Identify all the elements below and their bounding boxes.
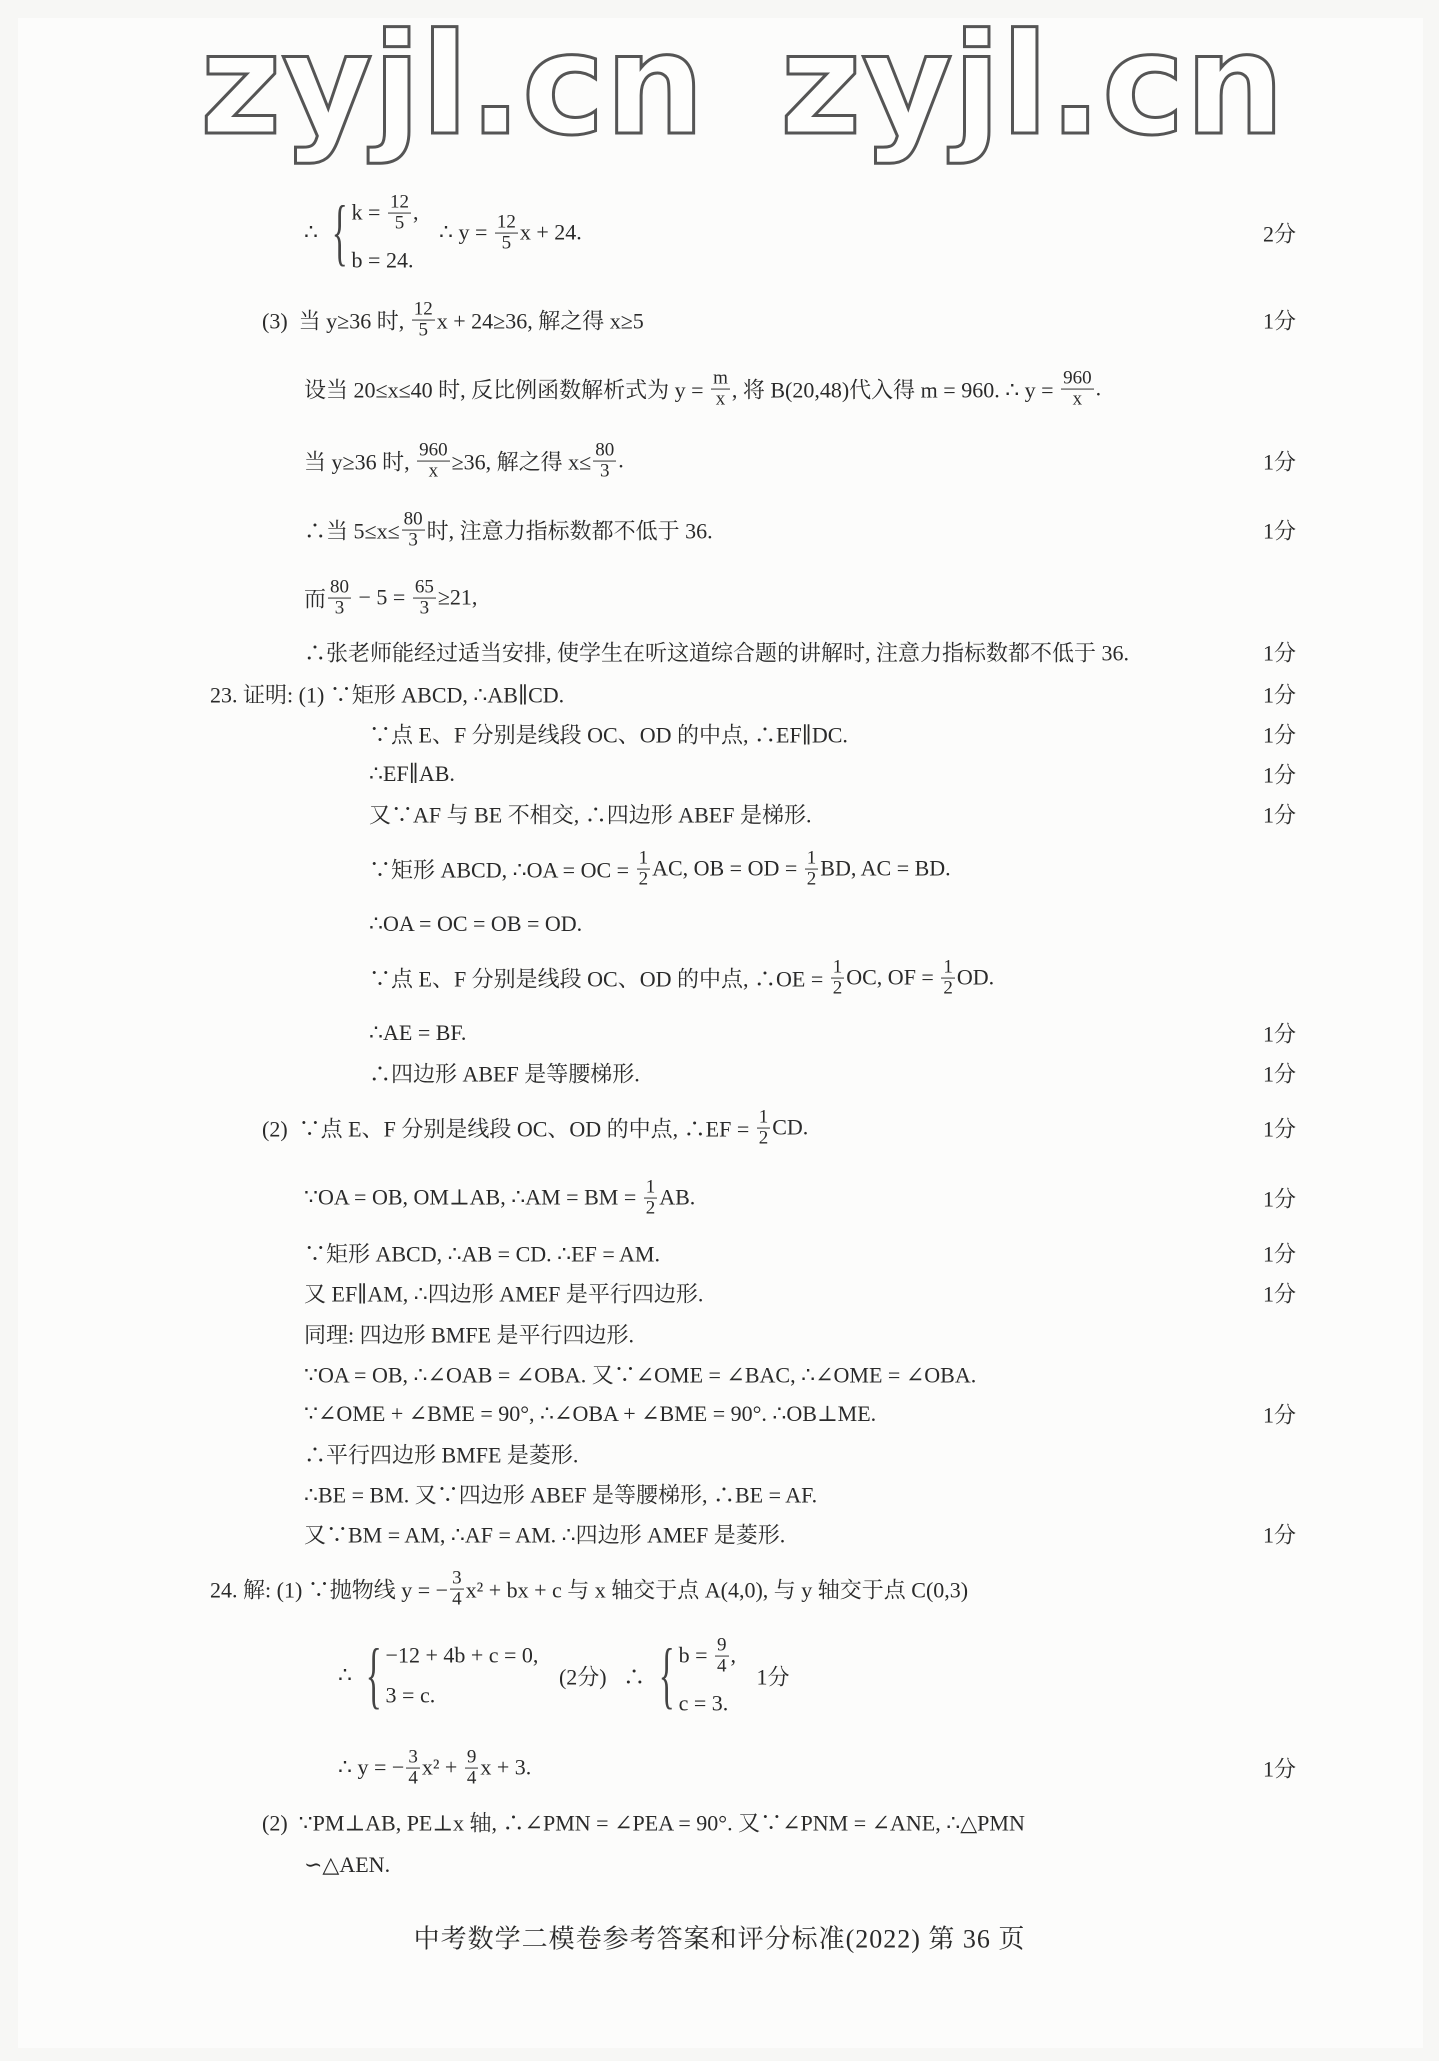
text-run: ∴张老师能经过适当安排, 使学生在听这道综合题的讲解时, 注意力指标数都不低于 36. bbox=[304, 640, 1130, 666]
text-run: 1分 bbox=[740, 1664, 790, 1690]
fraction bbox=[465, 1748, 479, 1789]
fraction-denominator: 4 bbox=[717, 1655, 727, 1677]
text-run: c = 3. bbox=[678, 1690, 729, 1716]
fraction bbox=[831, 958, 845, 999]
solution-line bbox=[304, 1401, 876, 1427]
text-run: x² + bx + c 与 x 轴交于点 A(4,0), 与 y 轴交于点 C(0,3) bbox=[465, 1577, 969, 1603]
text-run: ∽△AEN. bbox=[304, 1852, 391, 1877]
solution-line bbox=[210, 679, 564, 710]
fraction-numerator: 12 bbox=[413, 298, 433, 320]
solution-line bbox=[304, 1439, 578, 1470]
text-run: b = 24. bbox=[351, 247, 414, 273]
solution-line bbox=[369, 958, 994, 999]
solution-line bbox=[304, 193, 582, 274]
watermark-text: zyjl.cn bbox=[200, 15, 705, 167]
fraction-denominator: 2 bbox=[645, 1197, 656, 1219]
score-label: 1分 bbox=[1262, 682, 1296, 708]
solution-line bbox=[304, 369, 1101, 410]
equation-row bbox=[679, 1690, 736, 1716]
text-run: ∴平行四边形 BMFE 是菱形. bbox=[304, 1442, 579, 1468]
fraction-denominator: 2 bbox=[806, 868, 817, 890]
fraction bbox=[495, 213, 518, 254]
fraction-numerator: 960 bbox=[419, 439, 448, 461]
text-run: , 将 B(20,48)代入得 m = 960. ∴ y = bbox=[731, 377, 1060, 403]
equation-row bbox=[386, 1683, 539, 1709]
text-run: ∵矩形 ABCD, ∴OA = OC = bbox=[369, 857, 635, 883]
text-run: CD. bbox=[772, 1115, 809, 1140]
text-run: (3) 当 y≥36 时, bbox=[262, 308, 410, 334]
fraction-denominator: 2 bbox=[758, 1127, 769, 1149]
equation-system bbox=[356, 1635, 539, 1717]
text-run: x + 3. bbox=[480, 1755, 532, 1780]
fraction-numerator: 12 bbox=[496, 211, 516, 233]
fraction-denominator: x bbox=[428, 460, 439, 482]
solution-line bbox=[369, 761, 455, 787]
solution-line bbox=[338, 1748, 531, 1789]
solution-line bbox=[304, 1319, 634, 1350]
fraction bbox=[413, 578, 436, 619]
text-run: b = bbox=[678, 1643, 714, 1668]
score-label: 2分 bbox=[1262, 221, 1296, 247]
equation-row bbox=[352, 247, 419, 273]
fraction bbox=[941, 958, 955, 999]
score-label: 1分 bbox=[1262, 1186, 1296, 1212]
solution-line bbox=[304, 637, 1129, 668]
solution-line bbox=[262, 1108, 808, 1149]
page-footer: 中考数学二模卷参考答案和评分标准(2022) 第 36 页 bbox=[413, 1924, 1026, 1954]
text-run: x + 24. bbox=[519, 220, 582, 245]
score-label: 1分 bbox=[1262, 518, 1296, 544]
text-run: ∴ bbox=[304, 220, 318, 245]
fraction-denominator: 4 bbox=[466, 1767, 477, 1789]
text-run: (2分) ∴ bbox=[542, 1664, 646, 1690]
fraction-denominator: x bbox=[1072, 388, 1083, 410]
fraction-numerator: 1 bbox=[943, 956, 953, 978]
score-label: 1分 bbox=[1262, 1402, 1296, 1428]
text-run: 24. 解: (1) ∵抛物线 y = − bbox=[210, 1577, 449, 1603]
text-run: ∵∠OME + ∠BME = 90°, ∴∠OBA + ∠BME = 90°. ∴OB⊥ME. bbox=[304, 1401, 877, 1426]
fraction-denominator: 2 bbox=[638, 868, 649, 890]
text-run: ∴ y = bbox=[422, 220, 493, 245]
score-label: 1分 bbox=[1262, 802, 1296, 828]
solution-line bbox=[369, 1058, 640, 1089]
solution-line bbox=[304, 1479, 817, 1510]
fraction-denominator: 2 bbox=[943, 977, 953, 999]
brace-symbol: { bbox=[331, 192, 348, 274]
fraction-denominator: 3 bbox=[599, 460, 610, 482]
score-label: 1分 bbox=[1262, 722, 1296, 748]
text-run: ∵点 E、F 分别是线段 OC、OD 的中点, ∴EF∥DC. bbox=[369, 722, 848, 748]
equation-row bbox=[352, 193, 419, 234]
text-run: OC, OF = bbox=[846, 965, 940, 990]
text-run: . bbox=[1095, 376, 1102, 401]
solution-line bbox=[369, 911, 582, 937]
fraction-numerator: 1 bbox=[832, 956, 843, 978]
fraction bbox=[402, 510, 425, 551]
fraction-denominator: 5 bbox=[394, 212, 405, 234]
solution-line bbox=[262, 1807, 1025, 1838]
solution-line bbox=[304, 1278, 703, 1309]
text-run: (2) ∵PM⊥AB, PE⊥x 轴, ∴∠PMN = ∠PEA = 90°. 又∵∠PNM = ∠ANE, ∴△PMN bbox=[262, 1810, 1025, 1836]
score-label: 1分 bbox=[1262, 1116, 1296, 1142]
fraction-numerator: 3 bbox=[408, 1746, 418, 1768]
fraction-numerator: 1 bbox=[638, 847, 649, 869]
text-run: ∵OA = OB, ∴∠OAB = ∠OBA. 又∵∠OME = ∠BAC, ∴∠OME = ∠OBA. bbox=[304, 1362, 977, 1388]
text-run: AB. bbox=[659, 1185, 696, 1210]
fraction-numerator: 9 bbox=[717, 1634, 727, 1656]
text-run: , bbox=[730, 1643, 737, 1668]
fraction bbox=[711, 369, 730, 410]
fraction-numerator: 80 bbox=[595, 439, 615, 461]
text-run: ≥36, 解之得 x≤ bbox=[451, 449, 592, 475]
solution-line bbox=[304, 578, 477, 619]
solution-line bbox=[369, 849, 951, 890]
fraction-numerator: 65 bbox=[414, 576, 434, 598]
text-run: k = bbox=[351, 200, 386, 225]
fraction-numerator: 80 bbox=[330, 576, 350, 598]
solution-line bbox=[304, 1519, 785, 1550]
text-run: ≥21, bbox=[437, 585, 478, 610]
score-label: 1分 bbox=[1262, 1241, 1296, 1267]
fraction bbox=[388, 193, 411, 234]
fraction-denominator: 5 bbox=[501, 232, 512, 254]
fraction bbox=[328, 578, 351, 619]
solution-line bbox=[369, 799, 811, 830]
equation-row bbox=[386, 1643, 539, 1669]
watermark-text: zyjl.cn bbox=[780, 15, 1285, 167]
solution-line bbox=[338, 1636, 790, 1717]
fraction-denominator: 4 bbox=[452, 1588, 462, 1610]
fraction-numerator: 80 bbox=[403, 508, 423, 530]
text-run: ∴OA = OC = OB = OD. bbox=[369, 911, 583, 936]
text-run: BD, AC = BD. bbox=[820, 856, 951, 881]
brace-symbol: { bbox=[365, 1635, 382, 1717]
score-label: 1分 bbox=[1262, 1281, 1296, 1307]
fraction-numerator: 1 bbox=[806, 847, 817, 869]
text-run: ∴四边形 ABEF 是等腰梯形. bbox=[369, 1061, 640, 1087]
text-run: 而 bbox=[304, 586, 327, 612]
text-run: ∵点 E、F 分别是线段 OC、OD 的中点, ∴OE = bbox=[369, 966, 829, 992]
fraction bbox=[805, 849, 819, 890]
solution-line bbox=[369, 1020, 466, 1046]
text-run: − 5 = bbox=[353, 585, 411, 610]
text-run: ∴ y = − bbox=[338, 1755, 405, 1780]
fraction-numerator: 1 bbox=[758, 1106, 769, 1128]
text-run: 时, 注意力指标数都不低于 36. bbox=[426, 518, 713, 544]
text-run: 又 EF∥AM, ∴四边形 AMEF 是平行四边形. bbox=[304, 1281, 704, 1307]
fraction-numerator: 3 bbox=[452, 1567, 462, 1589]
fraction bbox=[406, 1748, 420, 1789]
text-run: ∴当 5≤x≤ bbox=[304, 518, 400, 544]
fraction-denominator: 2 bbox=[832, 977, 843, 999]
fraction bbox=[417, 441, 450, 482]
fraction bbox=[644, 1178, 658, 1219]
score-label: 1分 bbox=[1262, 1522, 1296, 1548]
score-label: 1分 bbox=[1262, 308, 1296, 334]
text-run: x + 24≥36, 解之得 x≥5 bbox=[436, 308, 644, 334]
fraction bbox=[637, 849, 651, 890]
fraction bbox=[593, 441, 616, 482]
text-run: −12 + 4b + c = 0, bbox=[385, 1643, 539, 1668]
text-run: ∴AE = BF. bbox=[369, 1020, 467, 1045]
text-run: AC, OB = OD = bbox=[652, 856, 803, 881]
text-run: x² + bbox=[421, 1755, 463, 1780]
solution-line bbox=[304, 510, 713, 551]
score-label: 1分 bbox=[1262, 640, 1296, 666]
equation-system bbox=[649, 1636, 736, 1717]
text-run: 3 = c. bbox=[385, 1683, 436, 1708]
fraction bbox=[757, 1108, 771, 1149]
fraction-denominator: x bbox=[715, 388, 726, 410]
solution-line bbox=[304, 1238, 660, 1269]
score-label: 1分 bbox=[1262, 1756, 1296, 1782]
solution-line bbox=[262, 300, 644, 341]
fraction-numerator: 1 bbox=[645, 1176, 656, 1198]
text-run: . bbox=[618, 448, 624, 473]
score-label: 1分 bbox=[1262, 449, 1296, 475]
fraction bbox=[715, 1636, 729, 1677]
solution-line bbox=[304, 1178, 695, 1219]
text-run: 同理: 四边形 BMFE 是平行四边形. bbox=[304, 1322, 635, 1348]
text-run: ∵OA = OB, OM⊥AB, ∴AM = BM = bbox=[304, 1185, 642, 1210]
text-run: ∴ bbox=[338, 1663, 352, 1688]
equation-system bbox=[322, 193, 418, 274]
brace-symbol: { bbox=[658, 1635, 675, 1717]
fraction-denominator: 3 bbox=[408, 529, 418, 551]
text-run: ∵矩形 ABCD, ∴AB = CD. ∴EF = AM. bbox=[304, 1241, 660, 1267]
page-sheet bbox=[18, 18, 1423, 2048]
solution-line bbox=[304, 1852, 390, 1878]
solution-line bbox=[210, 1569, 968, 1610]
equation-rows bbox=[679, 1636, 736, 1717]
score-label: 1分 bbox=[1262, 1061, 1296, 1087]
fraction bbox=[450, 1569, 464, 1610]
score-label: 1分 bbox=[1262, 762, 1296, 788]
text-run: 设当 20≤x≤40 时, 反比例函数解析式为 y = bbox=[304, 377, 710, 403]
fraction bbox=[412, 300, 435, 341]
solution-line bbox=[369, 719, 848, 750]
text-run: 23. 证明: (1) ∵矩形 ABCD, ∴AB∥CD. bbox=[210, 682, 565, 708]
text-run: ∴EF∥AB. bbox=[369, 761, 455, 786]
score-label: 1分 bbox=[1262, 1021, 1296, 1047]
fraction-numerator: m bbox=[713, 367, 728, 389]
solution-line bbox=[304, 1359, 976, 1390]
text-run: 又∵AF 与 BE 不相交, ∴四边形 ABEF 是梯形. bbox=[369, 802, 812, 828]
text-run: (2) ∵点 E、F 分别是线段 OC、OD 的中点, ∴EF = bbox=[262, 1116, 755, 1142]
fraction-denominator: 3 bbox=[419, 597, 430, 619]
text-run: 当 y≥36 时, bbox=[304, 449, 416, 475]
fraction-numerator: 9 bbox=[466, 1746, 477, 1768]
fraction-denominator: 4 bbox=[408, 1767, 418, 1789]
fraction-denominator: 5 bbox=[418, 319, 428, 341]
fraction-numerator: 960 bbox=[1063, 367, 1092, 389]
text-run: 又∵BM = AM, ∴AF = AM. ∴四边形 AMEF 是菱形. bbox=[304, 1522, 786, 1548]
solution-line bbox=[304, 441, 624, 482]
equation-rows bbox=[352, 193, 419, 274]
fraction-numerator: 12 bbox=[389, 191, 409, 213]
fraction bbox=[1061, 369, 1094, 410]
equation-row bbox=[679, 1636, 736, 1677]
fraction-denominator: 3 bbox=[334, 597, 345, 619]
text-run: ∴BE = BM. 又∵四边形 ABEF 是等腰梯形, ∴BE = AF. bbox=[304, 1482, 818, 1508]
text-run: OD. bbox=[956, 965, 995, 990]
text-run: , bbox=[412, 200, 419, 225]
equation-rows bbox=[386, 1643, 539, 1709]
